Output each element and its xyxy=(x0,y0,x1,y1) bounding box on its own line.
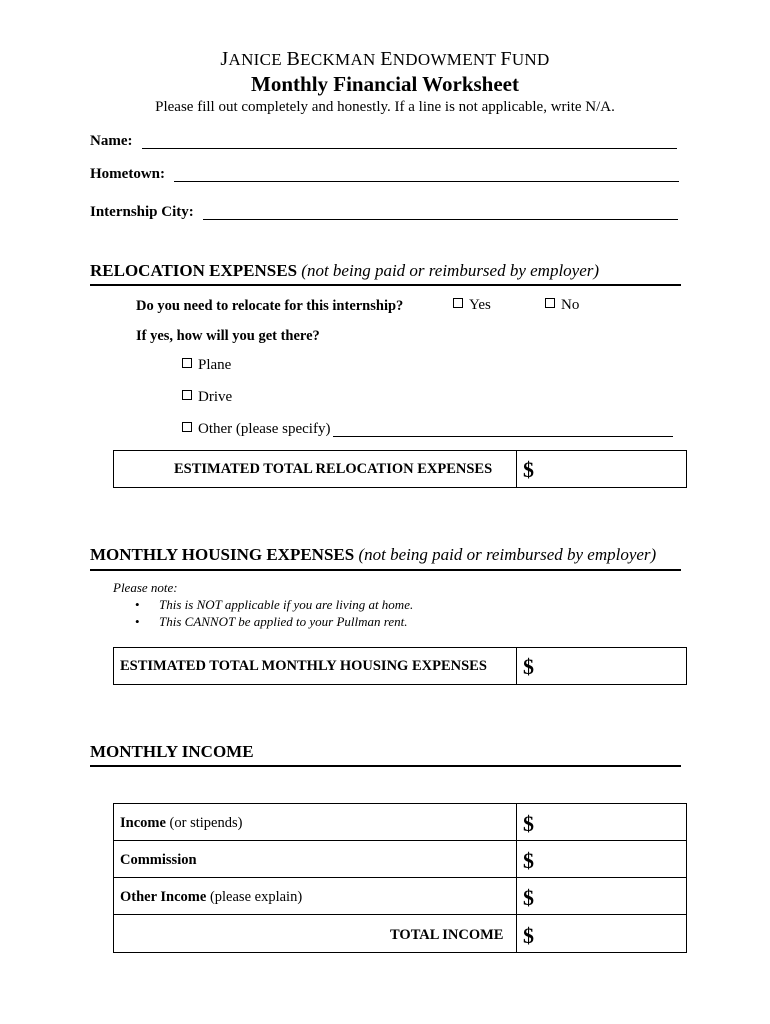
document-title: Monthly Financial Worksheet xyxy=(251,72,519,96)
relocate-yes-option[interactable] xyxy=(453,297,491,314)
dollar-sign: $ xyxy=(523,654,534,679)
org-word: NDOWMENT xyxy=(392,50,501,69)
other-income-row-label-bold: Other Income xyxy=(120,889,207,905)
column-divider xyxy=(516,451,517,487)
total-income-label: TOTAL INCOME xyxy=(390,927,504,943)
housing-total-box xyxy=(113,647,687,685)
housing-total-label: ESTIMATED TOTAL MONTHLY HOUSING EXPENSES xyxy=(120,658,487,674)
other-specify-field[interactable] xyxy=(333,436,673,437)
other-label: Other (please specify) xyxy=(198,421,331,437)
relocation-heading-text: RELOCATION EXPENSES xyxy=(90,261,298,280)
table-row xyxy=(114,878,686,915)
column-divider xyxy=(516,648,517,684)
relocate-question: Do you need to relocate for this internship? xyxy=(136,298,404,314)
please-note-label: Please note: xyxy=(113,580,178,595)
dollar-sign: $ xyxy=(523,885,534,910)
housing-note-1: This is NOT applicable if you are living at home. xyxy=(159,597,414,612)
travel-option-other[interactable] xyxy=(182,421,330,438)
checkbox-icon[interactable] xyxy=(545,298,555,308)
relocation-total-box xyxy=(113,450,687,488)
org-initial: B xyxy=(286,48,301,70)
income-input[interactable] xyxy=(544,806,684,838)
income-row-label-rest: (or stipends) xyxy=(165,815,243,831)
housing-heading-text: MONTHLY HOUSING EXPENSES xyxy=(90,545,355,564)
other-income-input[interactable] xyxy=(544,880,684,912)
income-row-label-bold: Income xyxy=(120,815,166,831)
drive-label: Drive xyxy=(198,389,233,405)
other-income-row-label-rest: (please explain) xyxy=(206,889,303,905)
section-divider xyxy=(90,569,681,571)
hometown-label: Hometown: xyxy=(90,166,165,182)
travel-question: If yes, how will you get there? xyxy=(136,328,320,344)
org-word: UND xyxy=(511,50,550,69)
income-heading: MONTHLY INCOME xyxy=(90,742,254,761)
dollar-sign: $ xyxy=(523,457,534,482)
checkbox-icon[interactable] xyxy=(453,298,463,308)
no-label: No xyxy=(561,297,580,313)
internship-city-label: Internship City: xyxy=(90,204,194,220)
section-divider xyxy=(90,284,681,286)
hometown-field[interactable] xyxy=(174,181,679,182)
section-divider xyxy=(90,765,681,767)
relocation-total-input[interactable] xyxy=(544,453,684,485)
housing-total-input[interactable] xyxy=(544,650,684,682)
commission-row-label xyxy=(120,852,197,869)
org-initial: E xyxy=(380,48,393,70)
checkbox-icon[interactable] xyxy=(182,422,192,432)
checkbox-icon[interactable] xyxy=(182,390,192,400)
commission-input[interactable] xyxy=(544,843,684,875)
name-label: Name: xyxy=(90,133,133,149)
relocate-no-option[interactable] xyxy=(545,297,579,314)
housing-heading-note: (not being paid or reimbursed by employer) xyxy=(358,545,657,564)
other-income-row-label xyxy=(120,889,302,906)
dollar-sign: $ xyxy=(523,848,534,873)
income-table xyxy=(113,803,687,953)
table-row xyxy=(114,804,686,841)
bullet-icon: • xyxy=(135,614,140,629)
housing-note-2: This CANNOT be applied to your Pullman rent. xyxy=(159,614,408,629)
bullet-icon: • xyxy=(135,597,140,612)
checkbox-icon[interactable] xyxy=(182,358,192,368)
dollar-sign: $ xyxy=(523,811,534,836)
relocation-heading xyxy=(90,261,599,281)
commission-row-label-bold: Commission xyxy=(120,852,197,868)
travel-option-plane[interactable] xyxy=(182,357,231,374)
income-row-label xyxy=(120,815,242,832)
relocation-total-label: ESTIMATED TOTAL RELOCATION EXPENSES xyxy=(174,461,493,477)
org-word: ECKMAN xyxy=(300,50,381,69)
organization-name xyxy=(0,48,770,71)
housing-heading xyxy=(90,545,656,565)
instructions: Please fill out completely and honestly. If a line is not applicable, write N/A. xyxy=(155,99,615,115)
dollar-sign: $ xyxy=(523,923,534,948)
plane-label: Plane xyxy=(198,357,232,373)
yes-label: Yes xyxy=(469,297,491,313)
total-income-input[interactable] xyxy=(544,917,684,949)
table-row xyxy=(114,841,686,878)
org-initial: F xyxy=(500,48,512,70)
travel-option-drive[interactable] xyxy=(182,389,232,406)
org-initial: J xyxy=(220,48,229,70)
table-row xyxy=(114,915,686,953)
name-field[interactable] xyxy=(142,148,677,149)
relocation-heading-note: (not being paid or reimbursed by employer) xyxy=(301,261,600,280)
org-word: ANICE xyxy=(228,50,287,69)
internship-city-field[interactable] xyxy=(203,219,678,220)
